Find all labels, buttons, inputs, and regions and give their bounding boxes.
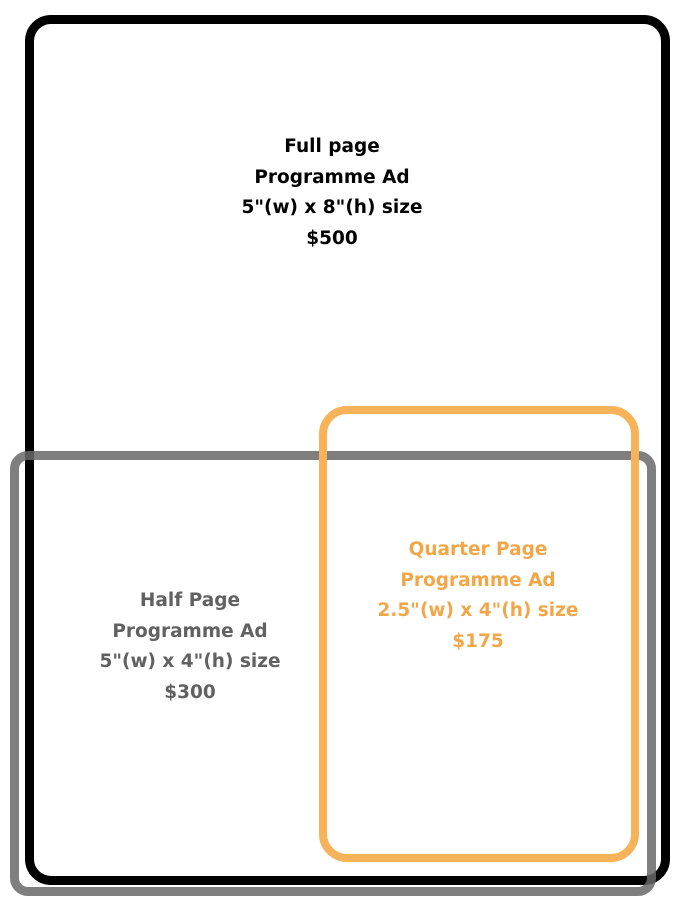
half-page-ad-size: 5"(w) x 4"(h) size [99,651,281,672]
quarter-page-ad-title: Quarter Page [408,539,548,560]
half-page-ad-title: Half Page [139,590,241,611]
full-page-ad-price: $500 [306,227,358,249]
full-page-ad-label [182,132,482,254]
quarter-page-ad-price: $175 [452,630,504,652]
half-page-ad-label [40,586,340,708]
quarter-page-ad-label [328,535,628,657]
full-page-ad-subtitle: Programme Ad [254,166,410,188]
quarter-page-ad-size: 2.5"(w) x 4"(h) size [377,600,579,621]
half-page-ad-subtitle: Programme Ad [112,620,268,642]
full-page-ad-size: 5"(w) x 8"(h) size [241,197,423,218]
quarter-page-ad-subtitle: Programme Ad [400,569,556,591]
half-page-ad-price: $300 [164,681,216,703]
full-page-ad-title: Full page [284,136,380,157]
